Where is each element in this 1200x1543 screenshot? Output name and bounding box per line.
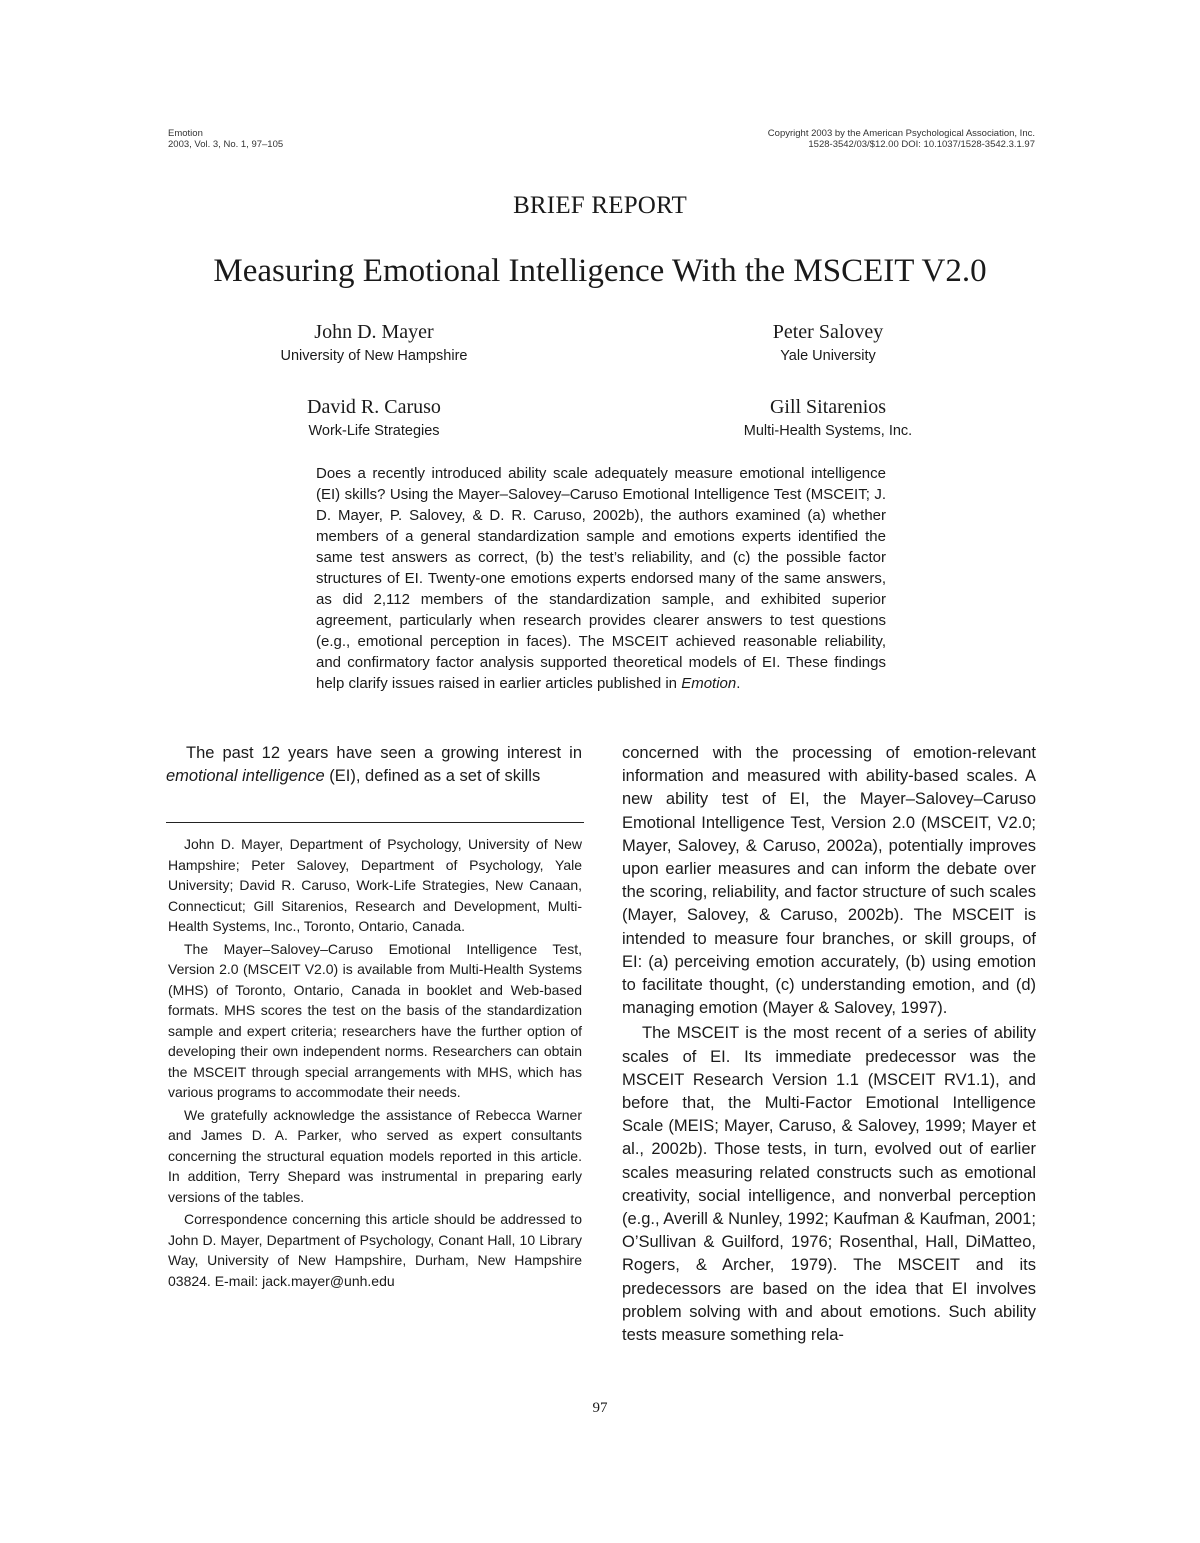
body-paragraph: The MSCEIT is the most recent of a series of ability scales of EI. Its immediate predecessor was the MSCEIT Research Version 1.1 (MSCEIT RV1.1), and before that, the Multi-Factor Emotional Intelligence Scale (MEIS; Mayer, Caruso, & Salovey, 1999; Mayer et al., 2002b). Those tests, in turn, evolved out of earlier scales measuring related constructs such as emotional creativity, social intelligence, and nonverbal perception (e.g., Averill & Nunley, 1992; Kaufman & Kaufman, 2001; O’Sullivan & Guilford, 1976; Rosenthal, Hall, DiMatteo, Rogers, & Archer, 1979). The MSCEIT and its predecessors are based on the idea that EI involves problem solving with and about emotions. Such ability tests measure something rela- (622, 1024, 1036, 1345)
body-column-left (166, 742, 582, 788)
article-title: Measuring Emotional Intelligence With the MSCEIT V2.0 (213, 253, 987, 289)
author-block (214, 320, 534, 366)
author-note: John D. Mayer, Department of Psychology, University of New Hampshire; Peter Salovey, Department of Psychology, Yale University; David R. Caruso, Work-Life Strategies, New Canaan, Connecticut; Gill Sitarenios, Research and Development, Multi-Health Systems, Inc., Toronto, Ontario, Canada. (168, 836, 582, 934)
author-affiliation: Multi-Health Systems, Inc. (743, 423, 913, 439)
footnote-divider (166, 822, 584, 823)
body-paragraph: concerned with the processing of emotion-relevant information and measured with ability-based scales. A new ability test of EI, the Mayer–Salovey–Caruso Emotional Intelligence Test, Version 2.0 (MSCEIT, V2.0; Mayer, Salovey, & Caruso, 2002a), potentially improves upon earlier measures and can inform the debate over the scoring, reliability, and factor structure of such scales (Mayer, Salovey, & Caruso, 2002b). The MSCEIT is intended to measure four branches, or skill groups, of EI: (a) perceiving emotion accurately, (b) using emotion to facilitate thought, (c) understanding emotion, and (d) managing emotion (Mayer & Salovey, 1997). (622, 744, 1036, 1018)
author-affiliation: University of New Hampshire (280, 348, 468, 364)
author-block (668, 320, 988, 366)
author-note: Correspondence concerning this article should be addressed to John D. Mayer, Department of Psychology, Conant Hall, 10 Library Way, University of New Hampshire, Durham, New Hampshire 03824. E-mail: jack.mayer@unh.edu (168, 1211, 582, 1289)
abstract-journal-name: Emotion (681, 675, 737, 692)
body-column-right (622, 742, 1036, 1347)
author-affiliation: Yale University (780, 348, 876, 364)
page-number: 97 (592, 1400, 608, 1416)
journal-header (168, 128, 283, 150)
author-name: Gill Sitarenios (769, 396, 887, 418)
journal-name: Emotion (168, 128, 203, 139)
author-block (668, 395, 988, 441)
journal-citation: 2003, Vol. 3, No. 1, 97–105 (168, 139, 284, 150)
intro-text-a: The past 12 years have seen a growing interest in (186, 744, 582, 762)
section-label: BRIEF REPORT (513, 192, 687, 219)
author-note: The Mayer–Salovey–Caruso Emotional Intelligence Test, Version 2.0 (MSCEIT V2.0) is available from Multi-Health Systems (MHS) of Toronto, Ontario, Canada in booklet and Web-based formats. MHS scores the test on the basis of the standardization sample and expert criteria; researchers have the further option of developing their own independent norms. Researchers can obtain the MSCEIT through special arrangements with MHS, which has various programs to accommodate their needs. (168, 940, 582, 1100)
author-note: We gratefully acknowledge the assistance of Rebecca Warner and James D. A. Parker, who served as expert consultants concerning the structural equation models reported in this article. In addition, Terry Shepard was instrumental in preparing early versions of the tables. (168, 1106, 582, 1205)
author-notes (168, 834, 582, 1293)
abstract (316, 463, 886, 694)
author-affiliation: Work-Life Strategies (308, 423, 440, 439)
intro-text-b: (EI), defined as a set of skills (329, 767, 541, 786)
author-name: Peter Salovey (772, 321, 884, 343)
doi-line: 1528-3542/03/$12.00 DOI: 10.1037/1528-3542.3.1.97 (808, 139, 1035, 150)
author-block (214, 395, 534, 441)
copyright-line: Copyright 2003 by the American Psychological Association, Inc. (767, 128, 1035, 139)
intro-paragraph (166, 742, 582, 788)
abstract-text: Does a recently introduced ability scale adequately measure emotional intelligence (EI) skills? Using the Mayer–Salovey–Caruso Emotional Intelligence Test (MSCEIT; J. D. Mayer, P. Salovey, & D. R. Caruso, 2002b), the authors examined (a) whether members of a general standardization sample and emotions experts identified the same test answers as correct, (b) the test’s reliability, and (c) the possible factor structures of EI. Twenty-one emotions experts endorsed many of the same answers, as did 2,112 members of the standardization sample, and exhibited superior agreement, particularly when research provides clearer answers to test questions (e.g., emotional perception in faces). The MSCEIT achieved reasonable reliability, and confirmatory factor analysis supported theoretical models of EI. These findings help clarify issues raised in earlier articles published in (316, 465, 886, 692)
intro-term: emotional intelligence (166, 767, 325, 786)
copyright-header (768, 128, 1035, 150)
author-name: John D. Mayer (314, 321, 434, 343)
author-name: David R. Caruso (307, 396, 441, 418)
abstract-end: . (736, 675, 741, 692)
